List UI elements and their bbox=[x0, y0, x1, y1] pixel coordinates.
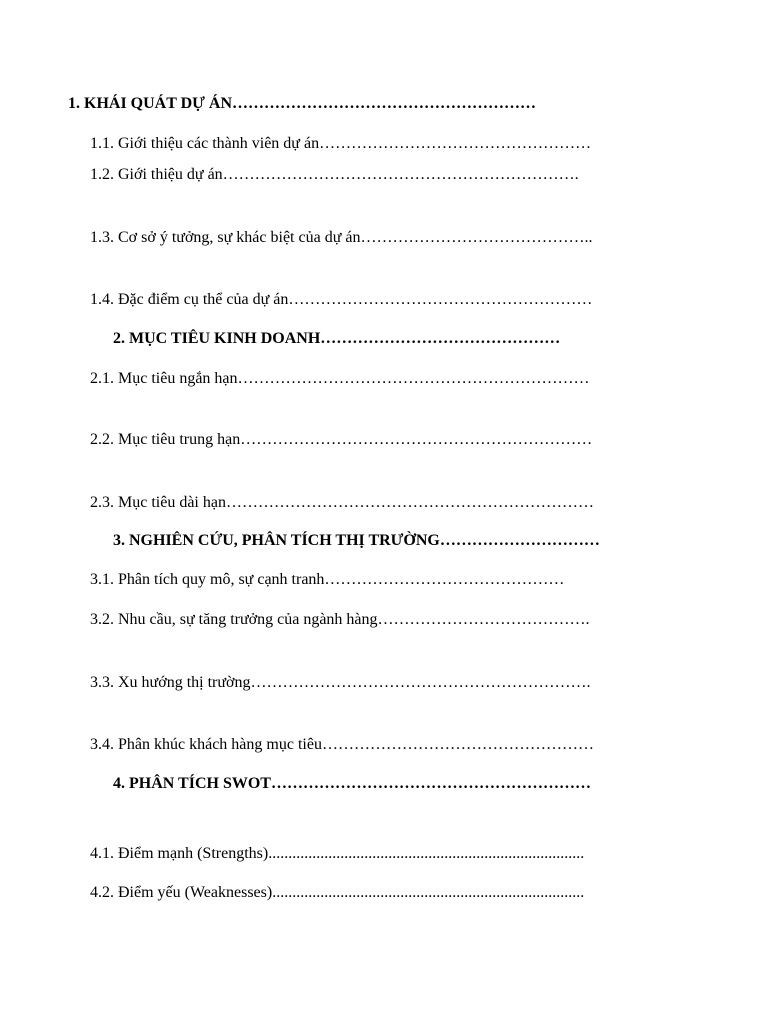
toc-item-3-3: 3.3. Xu hướng thị trường………………………………………………………. bbox=[90, 674, 591, 691]
toc-item-1-4: 1.4. Đặc điểm cụ thể của dự án………………………………………………… bbox=[90, 291, 593, 308]
toc-item-2-1: 2.1. Mục tiêu ngắn hạn………………………………………………………… bbox=[90, 370, 590, 387]
toc-item-1-1: 1.1. Giới thiệu các thành viên dự án…………………………………………… bbox=[90, 135, 592, 152]
toc-item-1-3: 1.3. Cơ sở ý tưởng, sự khác biệt của dự án…………………………………….. bbox=[90, 229, 593, 246]
toc-heading-3: 3. NGHIÊN CỨU, PHÂN TÍCH THỊ TRƯỜNG………………………… bbox=[113, 532, 600, 549]
toc-item-1-2: 1.2. Giới thiệu dự án…………………………………………………………. bbox=[90, 166, 579, 183]
toc-item-3-1: 3.1. Phân tích quy mô, sự cạnh tranh……………………………………… bbox=[90, 571, 565, 588]
toc-item-4-1: 4.1. Điểm mạnh (Strengths)............................................................................... bbox=[90, 845, 585, 862]
toc-item-4-2: 4.2. Điểm yếu (Weaknesses).............................................................................. bbox=[90, 884, 585, 901]
toc-item-3-4: 3.4. Phân khúc khách hàng mục tiêu…………………………………………… bbox=[90, 736, 594, 753]
toc-item-3-2: 3.2. Nhu cầu, sự tăng trưởng của ngành hàng…………………………………. bbox=[90, 611, 590, 628]
toc-heading-2: 2. MỤC TIÊU KINH DOANH……………………………………… bbox=[113, 330, 561, 347]
toc-heading-1: 1. KHÁI QUÁT DỰ ÁN………………………………………………… bbox=[68, 95, 537, 112]
toc-heading-4: 4. PHÂN TÍCH SWOT…………………………………………………… bbox=[113, 775, 591, 792]
toc-item-2-3: 2.3. Mục tiêu dài hạn…………………………………………………………… bbox=[90, 494, 594, 511]
toc-item-2-2: 2.2. Mục tiêu trung hạn………………………………………………………… bbox=[90, 431, 593, 448]
